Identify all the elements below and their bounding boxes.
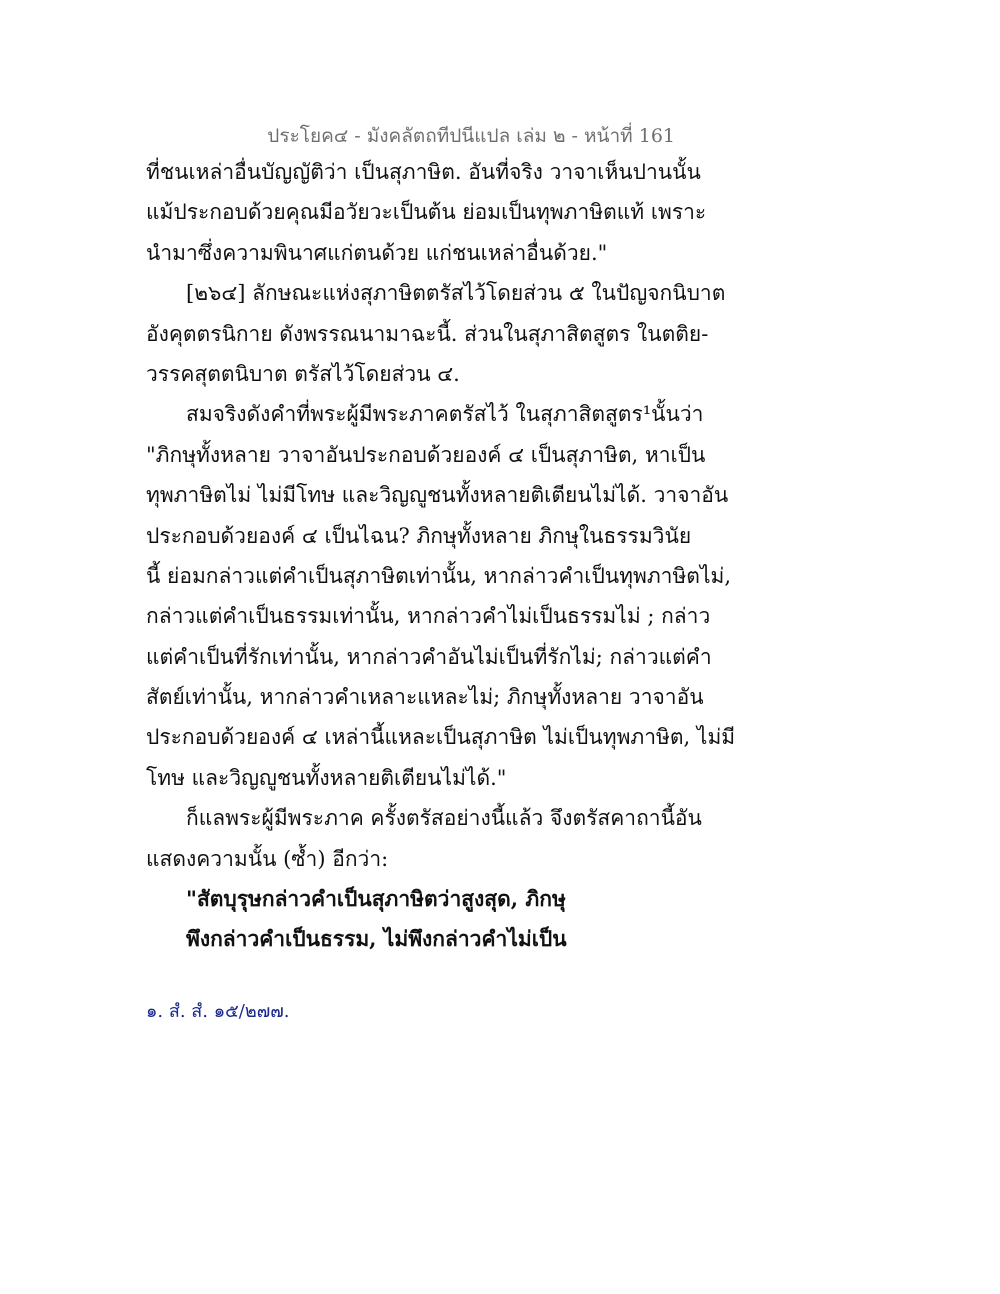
page-header: ประโยค๔ - มังคลัตถทีปนีแปล เล่ม ๒ - หน้าที่ 161	[267, 125, 675, 147]
verse-line: "สัตบุรุษกล่าวคำเป็นสุภาษิตว่าสูงสุด, ภิกษุ	[186, 886, 566, 912]
text-line: กล่าวแต่คำเป็นธรรมเท่านั้น, หากล่าวคำไม่เป็นธรรมไม่ ; กล่าว	[146, 604, 711, 629]
text-line: อังคุตตรนิกาย ดังพรรณนามาฉะนี้. ส่วนในสุภาสิตสูตร ในตติย-	[146, 321, 709, 346]
paragraph-start-line: ก็แลพระผู้มีพระภาค ครั้งตรัสอย่างนี้แล้ว จึงตรัสคาถานี้อัน	[186, 806, 702, 831]
text-line: โทษ และวิญญูชนทั้งหลายติเตียนไม่ได้."	[146, 765, 507, 790]
text-line: แสดงความนั้น (ซ้ำ) อีกว่า:	[146, 846, 389, 871]
verse-line: พึงกล่าวคำเป็นธรรม, ไม่พึงกล่าวคำไม่เป็น	[186, 926, 567, 952]
text-line: ทุพภาษิตไม่ ไม่มีโทษ และวิญญูชนทั้งหลายติเตียนไม่ได้. วาจาอัน	[146, 483, 729, 508]
paragraph-start-line: สมจริงดังคำที่พระผู้มีพระภาคตรัสไว้ ในสุภาสิตสูตร¹นั้นว่า	[186, 402, 704, 427]
text-line: ประกอบด้วยองค์ ๔ เหล่านี้แหละเป็นสุภาษิต ไม่เป็นทุพภาษิต, ไม่มี	[146, 725, 736, 750]
body-text	[146, 152, 736, 959]
text-line: แต่คำเป็นที่รักเท่านั้น, หากล่าวคำอันไม่เป็นที่รักไม่; กล่าวแต่คำ	[146, 644, 712, 669]
footnote: ๑. สํ. สํ. ๑๕/๒๗๗.	[146, 1001, 290, 1022]
paragraph-start-line: [๒๖๔] ลักษณะแห่งสุภาษิตตรัสไว้โดยส่วน ๕ ในปัญจกนิบาต	[186, 281, 726, 306]
text-line: แม้ประกอบด้วยคุณมีอวัยวะเป็นต้น ย่อมเป็นทุพภาษิตแท้ เพราะ	[146, 200, 707, 225]
text-line: ประกอบด้วยองค์ ๔ เป็นไฉน? ภิกษุทั้งหลาย ภิกษุในธรรมวินัย	[146, 523, 692, 548]
text-line: ที่ชนเหล่าอื่นบัญญัติว่า เป็นสุภาษิต. อันที่จริง วาจาเห็นปานนั้น	[146, 160, 701, 184]
text-line: วรรคสุตตนิบาต ตรัสไว้โดยส่วน ๔.	[146, 361, 460, 386]
text-line: นำมาซึ่งความพินาศแก่ตนด้วย แก่ชนเหล่าอื่นด้วย."	[146, 240, 608, 265]
text-line: สัตย์เท่านั้น, หากล่าวคำเหลาะแหละไม่; ภิกษุทั้งหลาย วาจาอัน	[146, 685, 704, 710]
text-line: นี้ ย่อมกล่าวแต่คำเป็นสุภาษิตเท่านั้น, หากล่าวคำเป็นทุพภาษิตไม่,	[146, 563, 732, 588]
text-line: "ภิกษุทั้งหลาย วาจาอันประกอบด้วยองค์ ๔ เป็นสุภาษิต, หาเป็น	[146, 442, 706, 467]
